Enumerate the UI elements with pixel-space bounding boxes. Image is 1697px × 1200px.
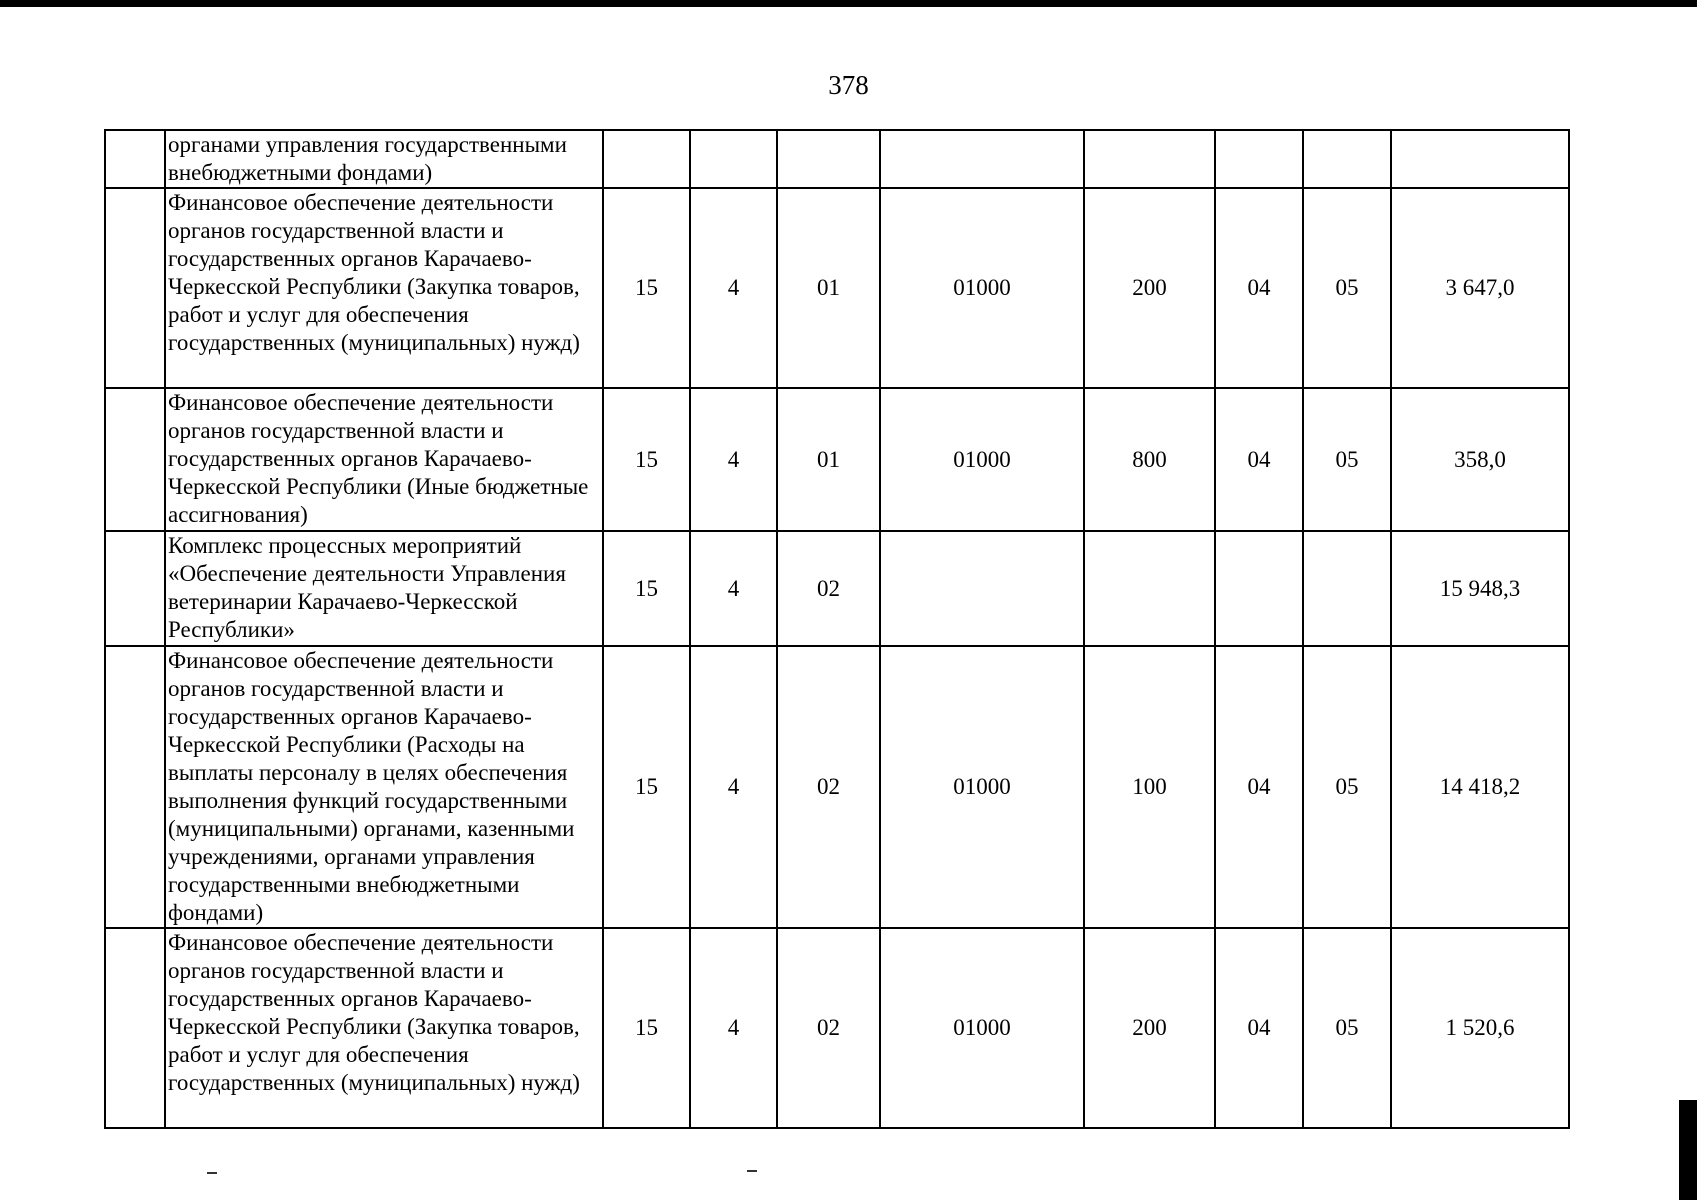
code-cell: 15 xyxy=(603,188,690,388)
code-cell: 4 xyxy=(690,646,777,928)
code-cell: 15 xyxy=(603,646,690,928)
scan-border-corner xyxy=(1679,1100,1697,1200)
code-cell xyxy=(1215,130,1303,188)
code-cell: 05 xyxy=(1303,646,1391,928)
table-row xyxy=(105,188,1569,388)
table-row xyxy=(105,531,1569,646)
scan-speck xyxy=(207,1172,217,1174)
row-number-cell xyxy=(105,646,165,928)
amount-cell: 3 647,0 xyxy=(1391,188,1569,388)
code-cell xyxy=(1303,130,1391,188)
code-cell: 01000 xyxy=(880,646,1084,928)
code-cell: 04 xyxy=(1215,928,1303,1128)
code-cell: 04 xyxy=(1215,646,1303,928)
table-row xyxy=(105,646,1569,928)
description-cell: Финансовое обеспечение деятельности органов государственной власти и государственных органов Карачаево-Черкесской Республики (Закупка товаров, работ и услуг для обеспечения государственных (муниципальных) нужд) xyxy=(165,928,603,1128)
code-cell xyxy=(603,130,690,188)
row-number-cell xyxy=(105,188,165,388)
code-cell xyxy=(1084,130,1215,188)
description-cell: Комплекс процессных мероприятий «Обеспечение деятельности Управления ветеринарии Карачаево-Черкесской Республики» xyxy=(165,531,603,646)
code-cell: 4 xyxy=(690,531,777,646)
row-number-cell xyxy=(105,928,165,1128)
description-cell: Финансовое обеспечение деятельности органов государственной власти и государственных органов Карачаево-Черкесской Республики (Расходы на выплаты персоналу в целях обеспечения выполнения функций государственными (муниципальными) органами, казенными учреждениями, органами управления государственными внебюджетными фондами) xyxy=(165,646,603,928)
code-cell: 04 xyxy=(1215,188,1303,388)
code-cell: 01 xyxy=(777,188,880,388)
code-cell: 4 xyxy=(690,388,777,531)
amount-cell: 14 418,2 xyxy=(1391,646,1569,928)
code-cell: 15 xyxy=(603,531,690,646)
description-cell: Финансовое обеспечение деятельности органов государственной власти и государственных органов Карачаево-Черкесской Республики (Закупка товаров, работ и услуг для обеспечения государственных (муниципальных) нужд) xyxy=(165,188,603,388)
row-number-cell xyxy=(105,388,165,531)
code-cell: 01000 xyxy=(880,188,1084,388)
code-cell xyxy=(1215,531,1303,646)
table-row xyxy=(105,388,1569,531)
amount-cell xyxy=(1391,130,1569,188)
scan-border-top xyxy=(0,0,1697,7)
code-cell: 04 xyxy=(1215,388,1303,531)
code-cell xyxy=(880,531,1084,646)
code-cell: 4 xyxy=(690,928,777,1128)
code-cell: 15 xyxy=(603,928,690,1128)
code-cell: 4 xyxy=(690,188,777,388)
code-cell: 200 xyxy=(1084,188,1215,388)
code-cell: 200 xyxy=(1084,928,1215,1128)
code-cell: 05 xyxy=(1303,388,1391,531)
description-cell: органами управления государственными внебюджетными фондами) xyxy=(165,130,603,188)
table-row xyxy=(105,130,1569,188)
amount-cell: 15 948,3 xyxy=(1391,531,1569,646)
row-number-cell xyxy=(105,130,165,188)
row-number-cell xyxy=(105,531,165,646)
page-number: 378 xyxy=(828,70,869,100)
code-cell: 01000 xyxy=(880,388,1084,531)
code-cell xyxy=(777,130,880,188)
code-cell: 05 xyxy=(1303,188,1391,388)
code-cell: 02 xyxy=(777,531,880,646)
description-cell: Финансовое обеспечение деятельности органов государственной власти и государственных органов Карачаево-Черкесской Республики (Иные бюджетные ассигнования) xyxy=(165,388,603,531)
scan-speck xyxy=(747,1170,757,1172)
code-cell: 02 xyxy=(777,928,880,1128)
code-cell: 01000 xyxy=(880,928,1084,1128)
code-cell: 15 xyxy=(603,388,690,531)
budget-table xyxy=(104,129,1570,1129)
code-cell: 02 xyxy=(777,646,880,928)
amount-cell: 358,0 xyxy=(1391,388,1569,531)
code-cell xyxy=(880,130,1084,188)
code-cell: 01 xyxy=(777,388,880,531)
table-row xyxy=(105,928,1569,1128)
code-cell: 100 xyxy=(1084,646,1215,928)
amount-cell: 1 520,6 xyxy=(1391,928,1569,1128)
code-cell xyxy=(1303,531,1391,646)
code-cell: 05 xyxy=(1303,928,1391,1128)
code-cell xyxy=(1084,531,1215,646)
code-cell: 800 xyxy=(1084,388,1215,531)
code-cell xyxy=(690,130,777,188)
